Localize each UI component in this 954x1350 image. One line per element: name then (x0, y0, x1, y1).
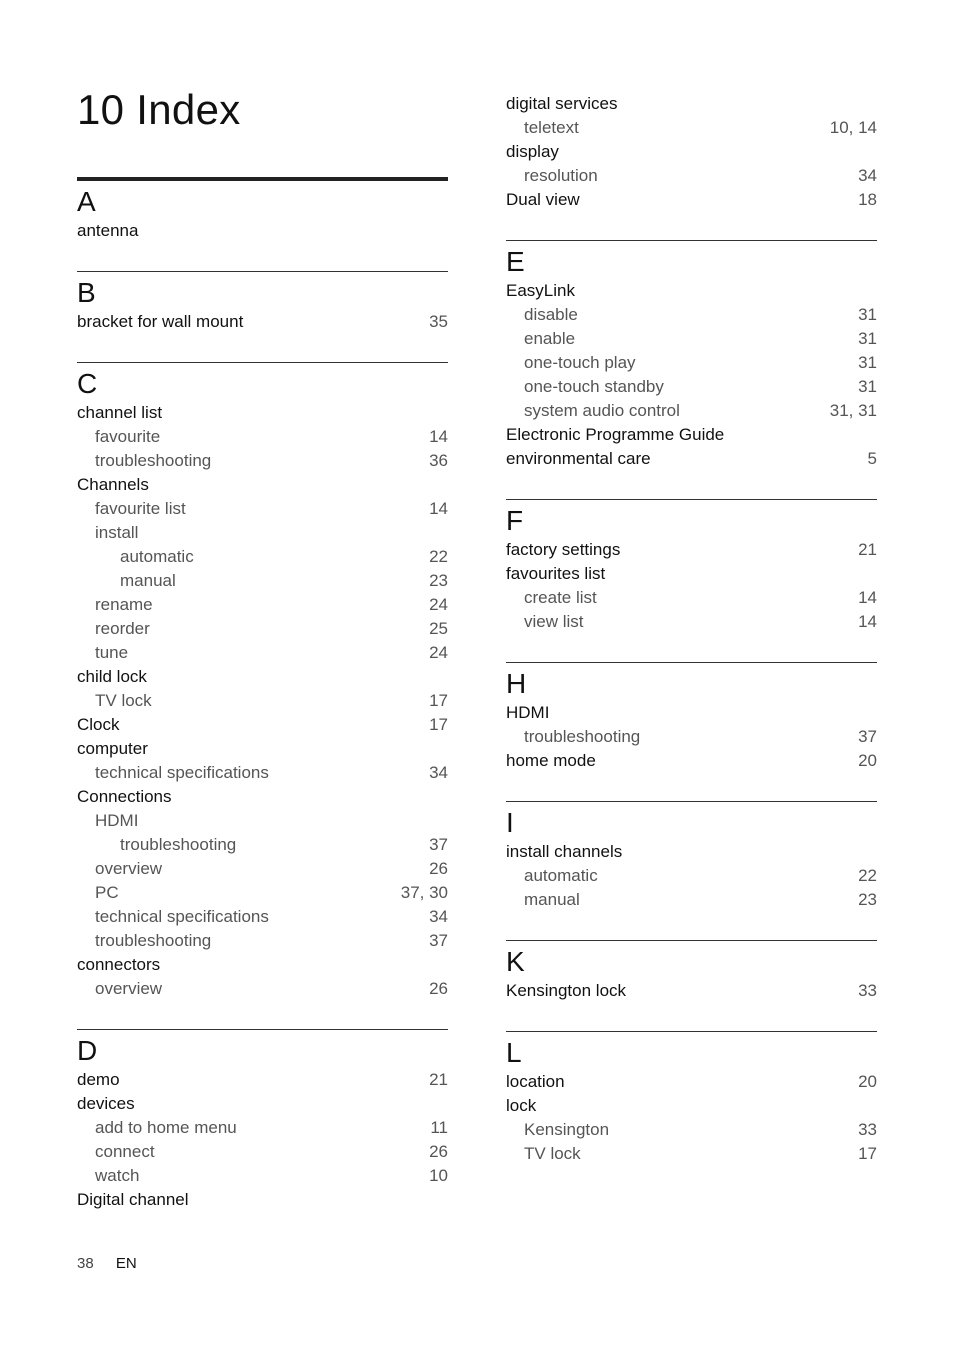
index-entry (506, 399, 877, 423)
index-entry (77, 761, 448, 785)
entry-pages: 34 (858, 166, 877, 185)
entry-pages: 22 (429, 547, 448, 566)
entry-label: demo (77, 1070, 120, 1089)
index-entry (77, 833, 448, 857)
index-entry (77, 593, 448, 617)
index-entry (506, 116, 877, 140)
index-entry (77, 953, 448, 977)
entry-label: favourites list (506, 564, 606, 583)
index-entry (506, 423, 877, 447)
entry-pages: 17 (429, 691, 448, 710)
entry-pages: 17 (429, 715, 448, 734)
page-title: 10 Index (77, 86, 241, 133)
entry-label: one-touch standby (524, 377, 664, 396)
entry-label: tune (95, 643, 129, 662)
index-entry (77, 425, 448, 449)
entry-label: favourite list (95, 499, 186, 518)
section-letter: L (506, 1037, 522, 1068)
index-entry (77, 857, 448, 881)
index-entry (506, 749, 877, 773)
section-letter: B (77, 277, 96, 308)
entry-label: TV lock (524, 1144, 581, 1163)
entry-pages: 23 (429, 571, 448, 590)
entry-label: home mode (506, 751, 596, 770)
entry-pages: 37 (858, 727, 877, 746)
entry-label: HDMI (506, 703, 550, 722)
entry-pages: 18 (858, 190, 877, 209)
entry-pages: 14 (858, 612, 877, 631)
entry-label: connectors (77, 955, 161, 974)
section-letter: C (77, 368, 98, 399)
entry-pages: 31, 31 (829, 401, 877, 420)
index-entry (77, 617, 448, 641)
index-entry (77, 977, 448, 1001)
index-entry (506, 1094, 877, 1118)
index-entry (77, 665, 448, 689)
index-section-i (506, 801, 877, 912)
index-entry (506, 327, 877, 351)
index-entry (77, 1164, 448, 1188)
section-gap (77, 334, 448, 362)
index-entry (506, 538, 877, 562)
language-code: EN (115, 1255, 137, 1272)
entry-label: resolution (524, 166, 598, 185)
index-entry (77, 713, 448, 737)
entry-pages: 26 (429, 979, 448, 998)
entry-pages: 14 (429, 499, 448, 518)
entry-pages: 26 (429, 859, 448, 878)
entry-pages: 35 (429, 312, 448, 331)
entry-label: automatic (120, 547, 194, 566)
section-letter: A (77, 186, 96, 217)
entry-label: overview (95, 979, 163, 998)
index-section-continued (506, 92, 877, 212)
entry-pages: 26 (429, 1142, 448, 1161)
index-entry (506, 164, 877, 188)
index-entry (506, 303, 877, 327)
index-entry (506, 586, 877, 610)
entry-pages: 10, 14 (829, 118, 877, 137)
entry-pages: 10 (429, 1166, 448, 1185)
index-entry (77, 1092, 448, 1116)
entry-label: disable (524, 305, 578, 324)
section-gap (77, 1001, 448, 1029)
entry-pages: 21 (429, 1070, 448, 1089)
entry-pages: 31 (858, 329, 877, 348)
entry-label: factory settings (506, 540, 621, 559)
index-entry (506, 1142, 877, 1166)
entry-pages: 20 (858, 1072, 877, 1091)
entry-pages: 36 (429, 451, 448, 470)
entry-label: enable (524, 329, 576, 348)
entry-label: devices (77, 1094, 135, 1113)
entry-pages: 24 (429, 595, 448, 614)
entry-pages: 17 (858, 1144, 877, 1163)
entry-label: system audio control (524, 401, 680, 420)
entry-label: PC (95, 883, 119, 902)
entry-label: Channels (77, 475, 149, 494)
entry-label: Connections (77, 787, 172, 806)
index-entry (506, 1070, 877, 1094)
entry-pages: 25 (429, 619, 448, 638)
entry-label: watch (95, 1166, 140, 1185)
index-entry (506, 725, 877, 749)
index-section-k (506, 940, 877, 1003)
entry-label: display (506, 142, 559, 161)
index-entry (77, 497, 448, 521)
index-entry (506, 375, 877, 399)
index-entry (77, 1116, 448, 1140)
entry-label: create list (524, 588, 597, 607)
entry-pages: 34 (429, 763, 448, 782)
index-entry (77, 881, 448, 905)
index-entry (506, 610, 877, 634)
page-number: 38 (77, 1255, 94, 1272)
section-letter: K (506, 946, 525, 977)
index-section-l (506, 1031, 877, 1166)
entry-label: Digital channel (77, 1190, 189, 1209)
index-entry (506, 562, 877, 586)
index-entry (77, 545, 448, 569)
entry-pages: 5 (867, 449, 877, 468)
section-gap (506, 773, 877, 801)
entry-pages: 20 (858, 751, 877, 770)
entry-label: troubleshooting (524, 727, 641, 746)
index-entry (77, 521, 448, 545)
index-entry (77, 809, 448, 833)
index-entry (77, 569, 448, 593)
index-entry (506, 279, 877, 303)
entry-pages: 22 (858, 866, 877, 885)
index-section-f (506, 499, 877, 634)
entry-label: view list (524, 612, 584, 631)
index-entry (77, 1068, 448, 1092)
entry-label: install (95, 523, 139, 542)
index-column-right (506, 92, 877, 1166)
index-section-d (77, 1029, 448, 1212)
index-entry (506, 701, 877, 725)
entry-label: troubleshooting (95, 931, 212, 950)
index-entry (506, 1118, 877, 1142)
entry-pages: 33 (858, 981, 877, 1000)
index-entry (77, 1140, 448, 1164)
index-section-c (77, 362, 448, 1001)
entry-pages: 14 (858, 588, 877, 607)
entry-label: Kensington lock (506, 981, 627, 1000)
index-entry (77, 473, 448, 497)
entry-pages: 21 (858, 540, 877, 559)
entry-label: Electronic Programme Guide (506, 425, 725, 444)
entry-label: environmental care (506, 449, 651, 468)
entry-label: add to home menu (95, 1118, 237, 1137)
entry-label: overview (95, 859, 163, 878)
entry-label: EasyLink (506, 281, 575, 300)
entry-label: channel list (77, 403, 163, 422)
section-gap (506, 212, 877, 240)
index-entry (77, 641, 448, 665)
entry-label: digital services (506, 94, 618, 113)
entry-label: location (506, 1072, 565, 1091)
index-entry (506, 140, 877, 164)
index-entry (77, 905, 448, 929)
entry-label: troubleshooting (120, 835, 237, 854)
index-entry (506, 840, 877, 864)
entry-pages: 24 (429, 643, 448, 662)
index-section-h (506, 662, 877, 773)
index-entry (506, 447, 877, 471)
entry-label: HDMI (95, 811, 139, 830)
entry-pages: 37 (429, 835, 448, 854)
entry-label: technical specifications (95, 907, 269, 926)
entry-label: Dual view (506, 190, 580, 209)
entry-label: automatic (524, 866, 598, 885)
entry-label: lock (506, 1096, 537, 1115)
section-gap (506, 634, 877, 662)
section-gap (77, 243, 448, 271)
section-letter: E (506, 246, 525, 277)
index-section-e (506, 240, 877, 471)
entry-label: antenna (77, 221, 139, 240)
section-letter: I (506, 807, 514, 838)
entry-pages: 31 (858, 305, 877, 324)
index-entry (77, 929, 448, 953)
entry-pages: 23 (858, 890, 877, 909)
entry-pages: 37 (429, 931, 448, 950)
entry-label: install channels (506, 842, 623, 861)
entry-label: bracket for wall mount (77, 312, 244, 331)
entry-label: computer (77, 739, 148, 758)
index-entry (506, 888, 877, 912)
index-entry (77, 737, 448, 761)
section-letter: F (506, 505, 524, 536)
entry-label: one-touch play (524, 353, 636, 372)
index-entry (506, 979, 877, 1003)
entry-label: manual (524, 890, 580, 909)
section-gap (506, 1003, 877, 1031)
entry-pages: 11 (430, 1118, 448, 1137)
entry-pages: 34 (429, 907, 448, 926)
index-entry (506, 188, 877, 212)
entry-pages: 31 (858, 353, 877, 372)
entry-label: troubleshooting (95, 451, 212, 470)
index-entry (77, 785, 448, 809)
entry-label: technical specifications (95, 763, 269, 782)
entry-label: reorder (95, 619, 150, 638)
entry-label: Clock (77, 715, 120, 734)
index-entry (77, 401, 448, 425)
index-entry (77, 1188, 448, 1212)
entry-pages: 14 (429, 427, 448, 446)
section-gap (506, 471, 877, 499)
entry-label: manual (120, 571, 176, 590)
index-entry (77, 689, 448, 713)
index-section-a (77, 177, 448, 243)
entry-label: favourite (95, 427, 161, 446)
entry-label: Kensington (524, 1120, 610, 1139)
section-letter: D (77, 1035, 98, 1066)
index-entry (77, 449, 448, 473)
index-entry (506, 92, 877, 116)
index-entry (77, 310, 448, 334)
entry-label: connect (95, 1142, 155, 1161)
entry-label: rename (95, 595, 153, 614)
index-section-b (77, 271, 448, 334)
index-column-left (77, 177, 448, 1212)
index-entry (77, 219, 448, 243)
index-entry (506, 864, 877, 888)
entry-pages: 31 (858, 377, 877, 396)
entry-label: child lock (77, 667, 147, 686)
page-footer (77, 1255, 137, 1272)
index-entry (506, 351, 877, 375)
entry-label: teletext (524, 118, 579, 137)
entry-pages: 37, 30 (400, 883, 448, 902)
entry-label: TV lock (95, 691, 152, 710)
section-letter: H (506, 668, 527, 699)
section-gap (506, 912, 877, 940)
entry-pages: 33 (858, 1120, 877, 1139)
